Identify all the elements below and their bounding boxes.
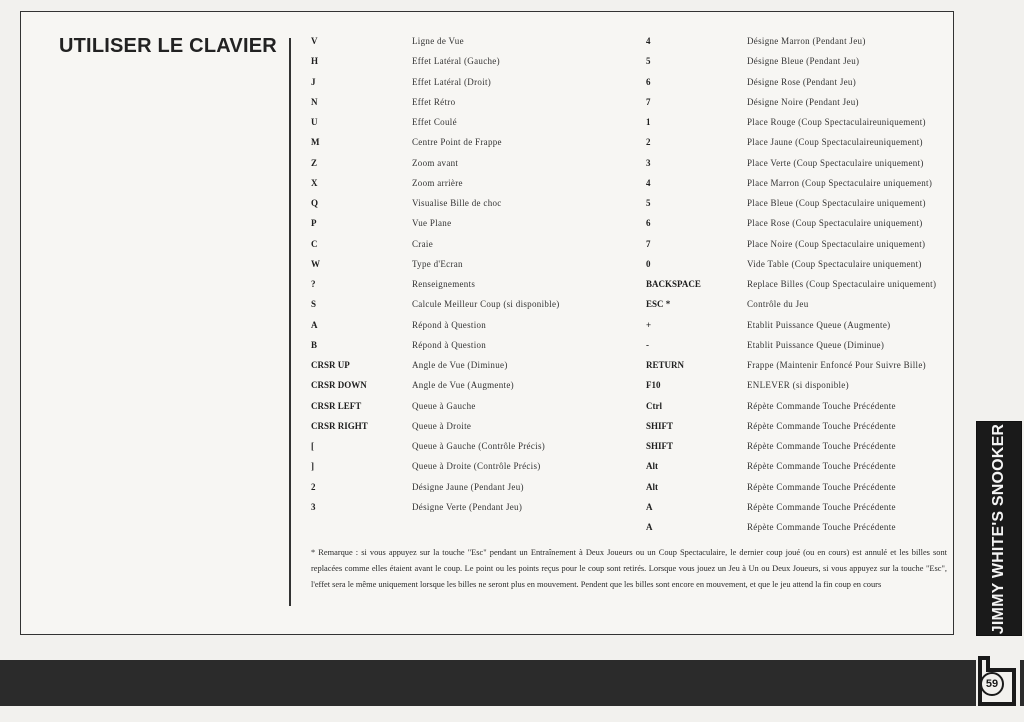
shortcut-key: SHIFT [646, 441, 674, 451]
shortcut-description: Calcule Meilleur Coup (si disponible) [412, 299, 560, 310]
shortcut-key: - [646, 339, 649, 350]
shortcut-key: Ctrl [646, 400, 662, 411]
shortcut-key: 7 [646, 238, 651, 249]
shortcut-description: Type d'Ecran [412, 258, 463, 269]
remark-note: * Remarque : si vous appuyez sur la touche "Esc" pendant un Entraînement à Deux Joueurs ou un Coup Spectaculaire, le dernier coup joué (ou en cours) est annulé et les billes sont replacées comme elles étaient avant le coup. Le point ou les points reçus pour le coup sont retirés. Lorsque vous jouez un Jeu à Un ou Deux Joueurs, si vous appuyez sur la touche "Esc", l'effet sera le même uniquement lorsque les billes ne seront plus en mouvement. Pendent que les billes sont encore en mouvement, et que le jeu attend la fin coup en cours [311, 548, 947, 590]
shortcut-description: Frappe (Maintenir Enfoncé Pour Suivre Bille) [747, 360, 926, 370]
shortcut-description: Queue à Droite [412, 420, 472, 431]
shortcut-description: Répète Commande Touche Précédente [747, 461, 896, 472]
shortcut-key: BACKSPACE [646, 279, 701, 289]
shortcut-description: Répond à Question [412, 319, 487, 330]
shortcut-description: Renseignements [412, 279, 476, 289]
shortcut-key: 6 [646, 76, 651, 87]
shortcut-description: Désigne Verte (Pendant Jeu) [412, 501, 523, 512]
shortcut-description: Répète Commande Touche Précédente [747, 522, 896, 532]
shortcut-description: Vide Table (Coup Spectaculaire uniquement) [747, 258, 922, 269]
shortcut-description: Angle de Vue (Diminue) [412, 360, 508, 370]
shortcut-description: Contrôle du Jeu [747, 299, 809, 310]
shortcut-key: 0 [646, 258, 651, 269]
shortcut-description: Répète Commande Touche Précédente [747, 501, 896, 512]
shortcut-key: Q [311, 198, 319, 208]
shortcut-key: ESC * [646, 299, 671, 310]
shortcut-description: Angle de Vue (Augmente) [412, 380, 514, 391]
shortcut-description: Répète Commande Touche Précédente [747, 420, 896, 431]
shortcut-key: Alt [646, 461, 658, 472]
shortcut-description: Replace Billes (Coup Spectaculaire uniquement) [747, 279, 937, 289]
shortcut-key: CRSR DOWN [311, 380, 367, 391]
shortcut-key: Z [311, 157, 318, 168]
shortcut-description: Désigne Rose (Pendant Jeu) [747, 76, 857, 87]
shortcut-key: 2 [311, 481, 316, 492]
shortcut-key: F10 [646, 380, 661, 391]
shortcut-description: Queue à Gauche [412, 400, 476, 411]
left-descriptions-column [412, 31, 632, 517]
right-keys-column [646, 31, 741, 537]
shortcut-description: Queue à Droite (Contrôle Précis) [412, 461, 541, 472]
footer-band [0, 660, 1024, 706]
shortcut-description: Place Verte (Coup Spectaculaire uniquement) [747, 157, 924, 168]
shortcut-description: Effet Latéral (Gauche) [412, 56, 500, 67]
shortcut-description: Place Noire (Coup Spectaculaire uniquement) [747, 238, 926, 249]
shortcut-description: Queue à Gauche (Contrôle Précis) [412, 441, 546, 451]
left-keys-column [311, 31, 401, 517]
shortcut-description: Vue Plane [412, 218, 452, 229]
shortcut-key: W [311, 258, 320, 269]
side-tab-label: JIMMY WHITE'S SNOOKER [990, 423, 1007, 634]
shortcut-description: Effet Latéral (Droit) [412, 76, 492, 87]
shortcut-key: M [311, 137, 320, 148]
shortcut-description: Place Bleue (Coup Spectaculaire uniquement) [747, 198, 926, 208]
shortcut-description: Etablit Puissance Queue (Augmente) [747, 319, 891, 330]
shortcut-key: Alt [646, 481, 658, 492]
shortcut-description: Place Rouge (Coup Spectaculaireuniquement) [747, 117, 926, 127]
shortcut-key: 5 [646, 56, 651, 67]
shortcut-key: SHIFT [646, 420, 674, 431]
shortcut-description: Place Jaune (Coup Spectaculaireuniquement) [747, 137, 923, 148]
shortcut-description: Centre Point de Frappe [412, 137, 502, 148]
shortcut-key: N [311, 96, 318, 107]
shortcut-key: H [311, 56, 319, 67]
shortcut-key: + [646, 319, 652, 330]
shortcut-description: Désigne Bleue (Pendant Jeu) [747, 56, 860, 67]
shortcut-key: S [311, 299, 317, 310]
shortcut-key: P [311, 218, 317, 229]
shortcut-description: Ligne de Vue [412, 36, 464, 46]
shortcut-key: 4 [646, 177, 651, 188]
shortcut-description: Visualise Bille de choc [412, 198, 502, 208]
vertical-divider [289, 38, 291, 606]
shortcut-key: V [311, 36, 318, 46]
shortcut-key: A [646, 522, 653, 532]
shortcut-description: Zoom arrière [412, 177, 463, 188]
shortcut-key: 3 [646, 157, 651, 168]
shortcut-description: Craie [412, 238, 433, 249]
shortcut-description: Place Marron (Coup Spectaculaire uniquement) [747, 177, 933, 188]
shortcut-key: [ [311, 441, 314, 451]
shortcut-key: A [646, 501, 653, 512]
shortcut-key: CRSR LEFT [311, 400, 362, 411]
shortcut-description: Répète Commande Touche Précédente [747, 400, 896, 411]
shortcut-key: J [311, 76, 316, 87]
shortcut-key: RETURN [646, 360, 685, 370]
shortcut-description: Désigne Marron (Pendant Jeu) [747, 36, 866, 46]
shortcut-key: 7 [646, 96, 651, 107]
right-descriptions-column [747, 31, 947, 537]
shortcut-description: Place Rose (Coup Spectaculaire uniquement) [747, 218, 923, 229]
shortcut-key: 1 [646, 117, 651, 127]
shortcut-key: 2 [646, 137, 651, 148]
shortcut-description: Zoom avant [412, 157, 459, 168]
shortcut-description: Effet Rétro [412, 96, 456, 107]
shortcut-key: ? [311, 279, 316, 289]
shortcut-key: C [311, 238, 318, 249]
shortcut-key: CRSR RIGHT [311, 420, 368, 431]
shortcut-description: Désigne Jaune (Pendant Jeu) [412, 481, 524, 492]
shortcut-key: ] [311, 461, 314, 472]
shortcut-description: Répond à Question [412, 339, 487, 350]
shortcut-key: 5 [646, 198, 651, 208]
shortcut-key: 6 [646, 218, 651, 229]
shortcut-key: B [311, 339, 318, 350]
shortcut-key: X [311, 177, 318, 188]
shortcut-description: ENLEVER (si disponible) [747, 380, 849, 391]
shortcut-key: U [311, 117, 318, 127]
page-title: UTILISER LE CLAVIER [59, 35, 277, 57]
shortcut-description: Répète Commande Touche Précédente [747, 481, 896, 492]
shortcut-description: Etablit Puissance Queue (Diminue) [747, 339, 885, 350]
shortcut-key: 3 [311, 501, 316, 512]
side-tab [976, 421, 1022, 636]
shortcut-key: 4 [646, 36, 651, 46]
shortcut-key: CRSR UP [311, 360, 350, 370]
shortcut-description: Effet Coulé [412, 117, 457, 127]
shortcut-description: Désigne Noire (Pendant Jeu) [747, 96, 859, 107]
page-number: 59 [985, 678, 999, 690]
shortcut-key: A [311, 319, 318, 330]
shortcut-description: Répète Commande Touche Précédente [747, 441, 896, 451]
